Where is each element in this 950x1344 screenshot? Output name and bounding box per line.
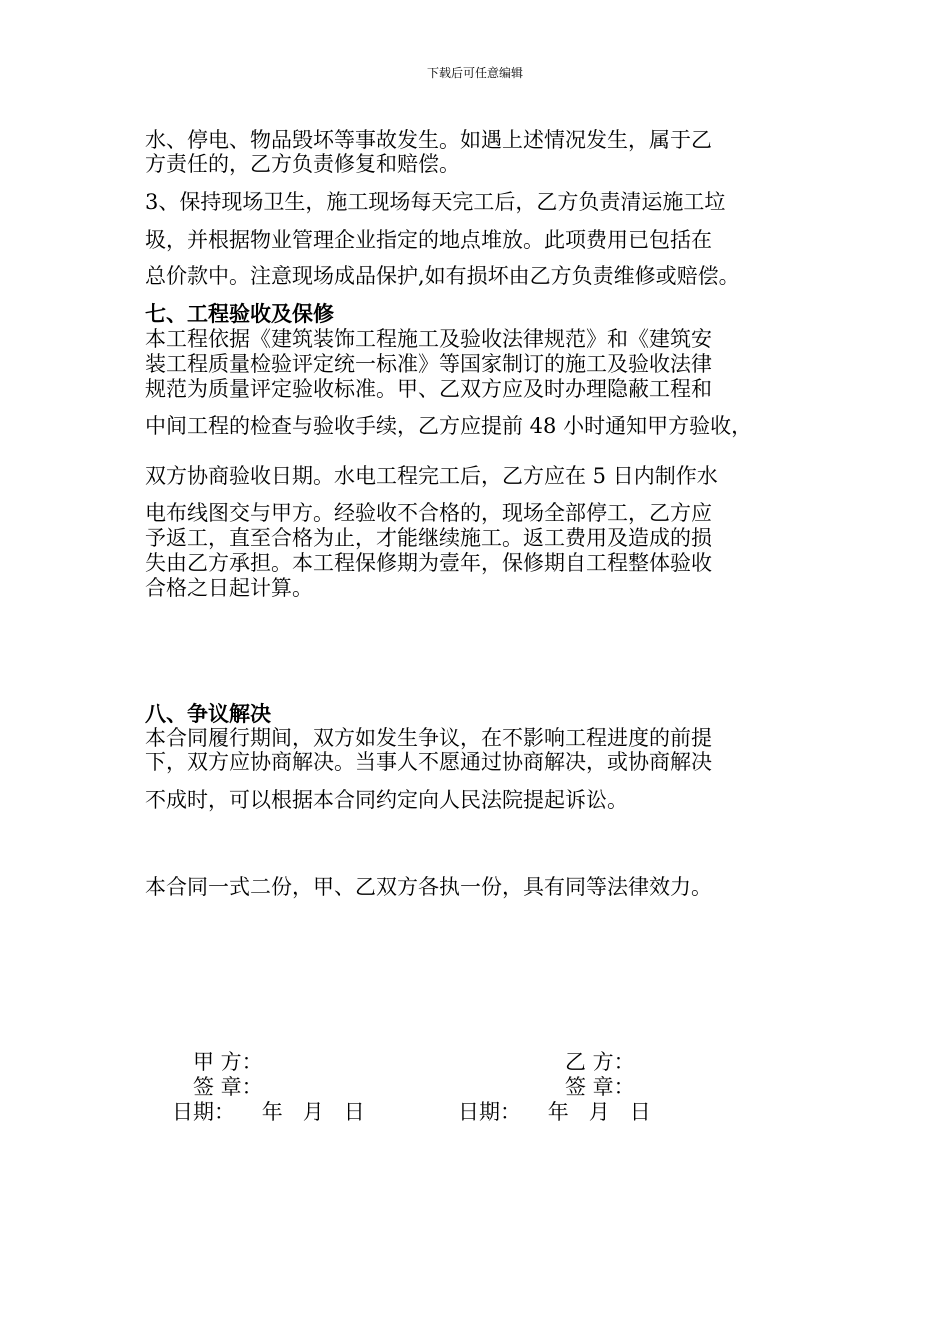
section-line: 下，双方应协商解决。当事人不愿通过协商解决，或协商解决: [145, 750, 712, 774]
party-a-date: 日期： 年 月 日: [172, 1100, 365, 1124]
section-line: 本工程依据《建筑装饰工程施工及验收法律规范》和《建筑安: [145, 327, 712, 351]
paragraph-line: 3、保持现场卫生，施工现场每天完工后，乙方负责清运施工垃: [145, 190, 726, 214]
section-line: 双方协商验收日期。水电工程完工后，乙方应在 5 日内制作水: [145, 464, 718, 488]
page-header-note: 下载后可任意编辑: [426, 66, 523, 80]
party-b-label: 乙 方：: [565, 1050, 635, 1074]
paragraph-line: 总价款中。注意现场成品保护,如有损坏由乙方负责维修或赔偿。: [145, 264, 740, 288]
paragraph-line: 圾，并根据物业管理企业指定的地点堆放。此项费用已包括在: [145, 228, 712, 252]
party-a-seal: 签 章：: [193, 1075, 263, 1099]
section-line: 装工程质量检验评定统一标准》等国家制订的施工及验收法律: [145, 352, 712, 376]
section-line: 不成时，可以根据本合同约定向人民法院提起诉讼。: [145, 788, 628, 812]
section-line: 合格之日起计算。: [145, 576, 313, 600]
paragraph-line: 方责任的，乙方负责修复和赔偿。: [145, 152, 460, 176]
party-a-label: 甲 方：: [193, 1050, 263, 1074]
section-line: 规范为质量评定验收标准。甲、乙双方应及时办理隐蔽工程和: [145, 377, 712, 401]
section-line: 予返工，直至合格为止，才能继续施工。返工费用及造成的损: [145, 526, 712, 550]
section-line: 中间工程的检查与验收手续，乙方应提前 48 小时通知甲方验收，: [145, 414, 753, 438]
party-b-date: 日期： 年 月 日: [458, 1100, 651, 1124]
paragraph-line: 水、停电、物品毁坏等事故发生。如遇上述情况发生，属于乙: [145, 128, 712, 152]
section-heading-acceptance: 七、工程验收及保修: [145, 301, 334, 326]
section-line: 本合同履行期间，双方如发生争议，在不影响工程进度的前提: [145, 726, 712, 750]
closing-statement: 本合同一式二份，甲、乙双方各执一份，具有同等法律效力。: [145, 875, 712, 899]
party-b-seal: 签 章：: [565, 1075, 635, 1099]
section-line: 电布线图交与甲方。经验收不合格的，现场全部停工，乙方应: [145, 501, 712, 525]
section-line: 失由乙方承担。本工程保修期为壹年，保修期自工程整体验收: [145, 551, 712, 575]
section-heading-dispute: 八、争议解决: [145, 701, 271, 726]
